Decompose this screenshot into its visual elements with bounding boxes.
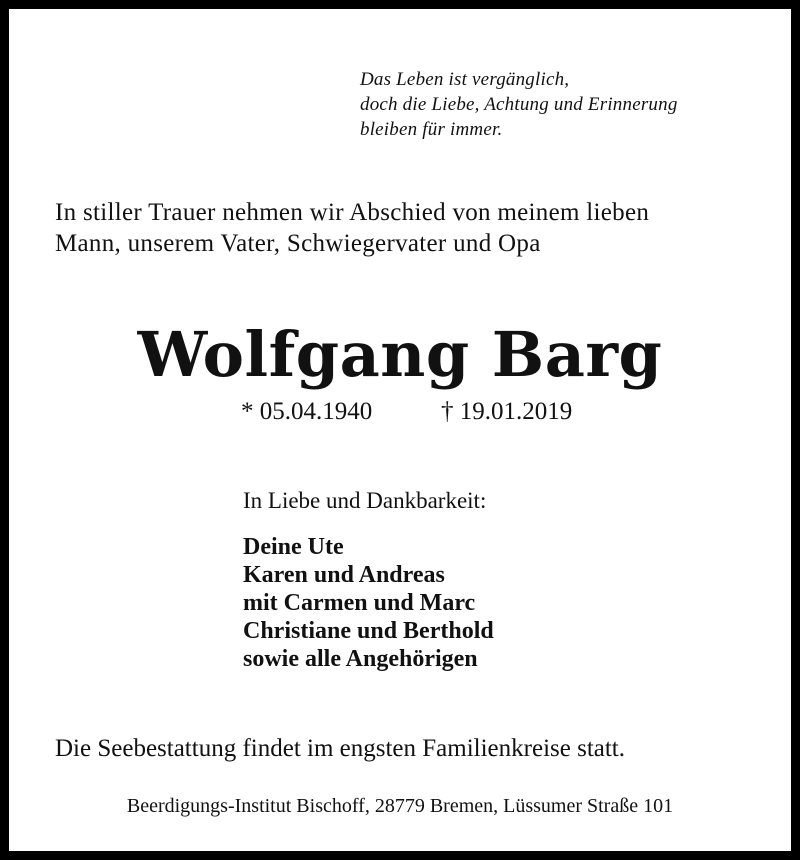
mourners-list	[243, 533, 494, 673]
mourner-name: mit Carmen und Marc	[243, 590, 476, 616]
mourning-intro	[55, 197, 649, 259]
intro-line: In stiller Trauer nehmen wir Abschied von meinem lieben	[55, 199, 650, 226]
mourner-name: sowie alle Angehörigen	[243, 646, 478, 672]
mourner-name: Christiane und Berthold	[243, 618, 494, 644]
mourner-name: Karen und Andreas	[243, 562, 445, 588]
death-date: † 19.01.2019	[441, 398, 573, 425]
intro-line: Mann, unserem Vater, Schwiegervater und Opa	[55, 230, 541, 257]
motto-line: bleiben für immer.	[360, 119, 503, 140]
motto-line: doch die Liebe, Achtung und Erinnerung	[360, 94, 678, 115]
motto-line: Das Leben ist vergänglich,	[360, 69, 570, 90]
burial-note: Die Seebestattung findet im engsten Familienkreise statt.	[55, 735, 626, 762]
motto-verse	[360, 67, 678, 142]
deceased-name: Wolfgang Barg	[137, 318, 663, 391]
mourners-intro: In Liebe und Dankbarkeit:	[243, 488, 487, 513]
birth-date: * 05.04.1940	[241, 398, 373, 425]
undertaker-line: Beerdigungs-Institut Bischoff, 28779 Bremen, Lüssumer Straße 101	[126, 795, 674, 817]
mourner-name: Deine Ute	[243, 534, 344, 560]
